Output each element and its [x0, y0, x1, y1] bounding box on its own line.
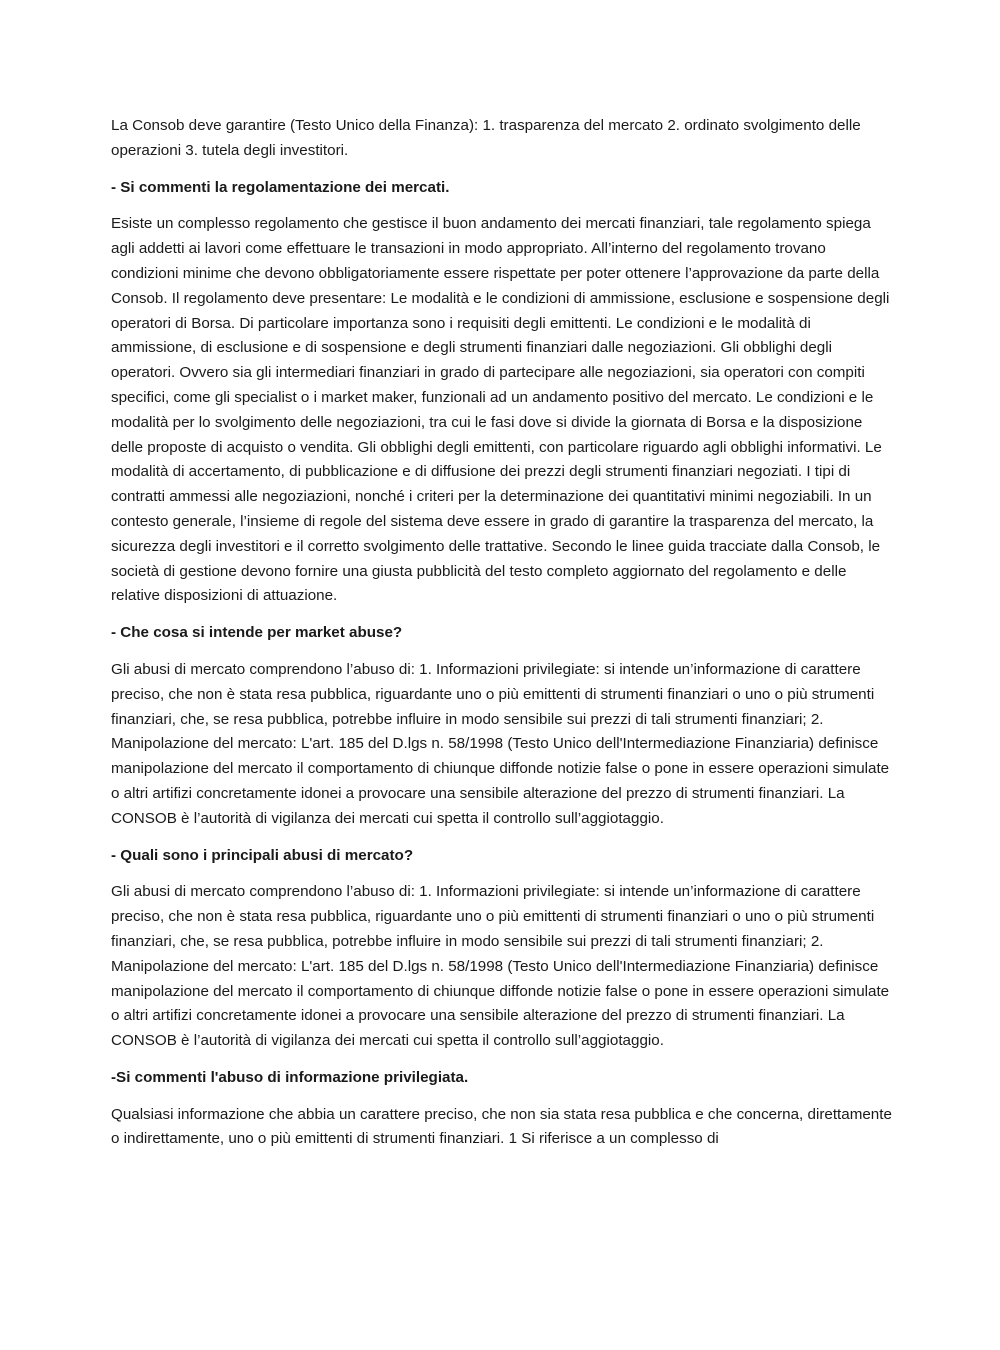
market-abuse-paragraph: Gli abusi di mercato comprendono l’abuso di: 1. Informazioni privilegiate: si intende un’informazione di carattere preciso, che non è stata resa pubblica, riguardante uno o più emittenti di strumenti finanziari o uno o più strumenti finanziari, che, se resa pubblica, potrebbe influire in modo sensibile sui prezzi di tali strumenti finanziari; 2. Manipolazione del mercato: L'art. 185 del D.lgs n. 58/1998 (Testo Unico dell'Intermediazione Finanziaria) definisce manipolazione del mercato il comportamento di chiunque diffonde notizie false o pone in essere operazioni simulate o altri artifizi concretamente idonei a provocare una sensibile alterazione del prezzo di strumenti finanziari. La CONSOB è l’autorità di vigilanza dei mercati cui spetta il controllo sull’aggiotaggio.: [111, 660, 890, 827]
regolamentazione-paragraph: Esiste un complesso regolamento che gestisce il buon andamento dei mercati finanziari, tale regolamento spiega agli addetti ai lavori come effettuare le transazioni in modo appropriato. All’interno del regolamento trovano condizioni minime che devono obbligatoriamente essere rispettate per poter ottenere l’approvazione da parte della Consob. Il regolamento deve presentare: Le modalità e le condizioni di ammissione, esclusione e sospensione degli operatori di Borsa. Di particolare importanza sono i requisiti degli emittenti. Le condizioni e le modalità di ammissione, di esclusione e di sospensione e degli strumenti finanziari dalle negoziazioni. Gli obblighi degli operatori. Ovvero sia gli intermediari finanziari in grado di partecipare alle negoziazioni, sia operatori con compiti specifici, come gli specialist o i market maker, funzionali ad un andamento positivo del mercato. Le condizioni e le modalità per lo svolgimento delle negoziazioni, tra cui le fasi dove si divide la giornata di Borsa e la disposizione delle proposte di acquisto o vendita. Gli obblighi degli emittenti, con particolare riguardo agli obblighi informativi. Le modalità di accertamento, di pubblicazione e di diffusione dei prezzi degli strumenti finanziari negoziati. I tipi di contratti ammessi alle negoziazioni, nonché i criteri per la determinazione dei quantitativi minimi negoziabili. In un contesto generale, l’insieme di regole del sistema deve essere in grado di garantire la trasparenza del mercato, la sicurezza degli investitori e il corretto svolgimento delle trattative. Secondo le linee guida tracciate dalla Consob, le società di gestione devono fornire una giusta pubblicità del testo completo aggiornato del regolamento e delle relative disposizioni di attuazione.: [111, 215, 890, 605]
section-heading-market-abuse: - Che cosa si intende per market abuse?: [111, 624, 403, 642]
document-page: [111, 114, 893, 1164]
section-heading-regolamentazione: - Si commenti la regolamentazione dei mercati.: [111, 178, 450, 196]
section-heading-informazione-privilegiata: -Si commenti l'abuso di informazione privilegiata.: [111, 1068, 469, 1086]
section-heading-principali-abusi: - Quali sono i principali abusi di mercato?: [111, 846, 414, 864]
principali-abusi-paragraph: Gli abusi di mercato comprendono l’abuso di: 1. Informazioni privilegiate: si intende un’informazione di carattere preciso, che non è stata resa pubblica, riguardante uno o più emittenti di strumenti finanziari o uno o più strumenti finanziari, che, se resa pubblica, potrebbe influire in modo sensibile sui prezzi di tali strumenti finanziari; 2. Manipolazione del mercato: L'art. 185 del D.lgs n. 58/1998 (Testo Unico dell'Intermediazione Finanziaria) definisce manipolazione del mercato il comportamento di chiunque diffonde notizie false o pone in essere operazioni simulate o altri artifizi concretamente idonei a provocare una sensibile alterazione del prezzo di strumenti finanziari. La CONSOB è l’autorità di vigilanza dei mercati cui spetta il controllo sull’aggiotaggio.: [111, 883, 890, 1050]
informazione-privilegiata-paragraph: Qualsiasi informazione che abbia un carattere preciso, che non sia stata resa pubblica e che concerna, direttamente o indirettamente, uno o più emittenti di strumenti finanziari. 1 Si riferisce a un complesso di: [111, 1105, 892, 1148]
intro-paragraph: La Consob deve garantire (Testo Unico della Finanza): 1. trasparenza del mercato 2. ordinato svolgimento delle operazioni 3. tutela degli investitori.: [111, 117, 861, 159]
